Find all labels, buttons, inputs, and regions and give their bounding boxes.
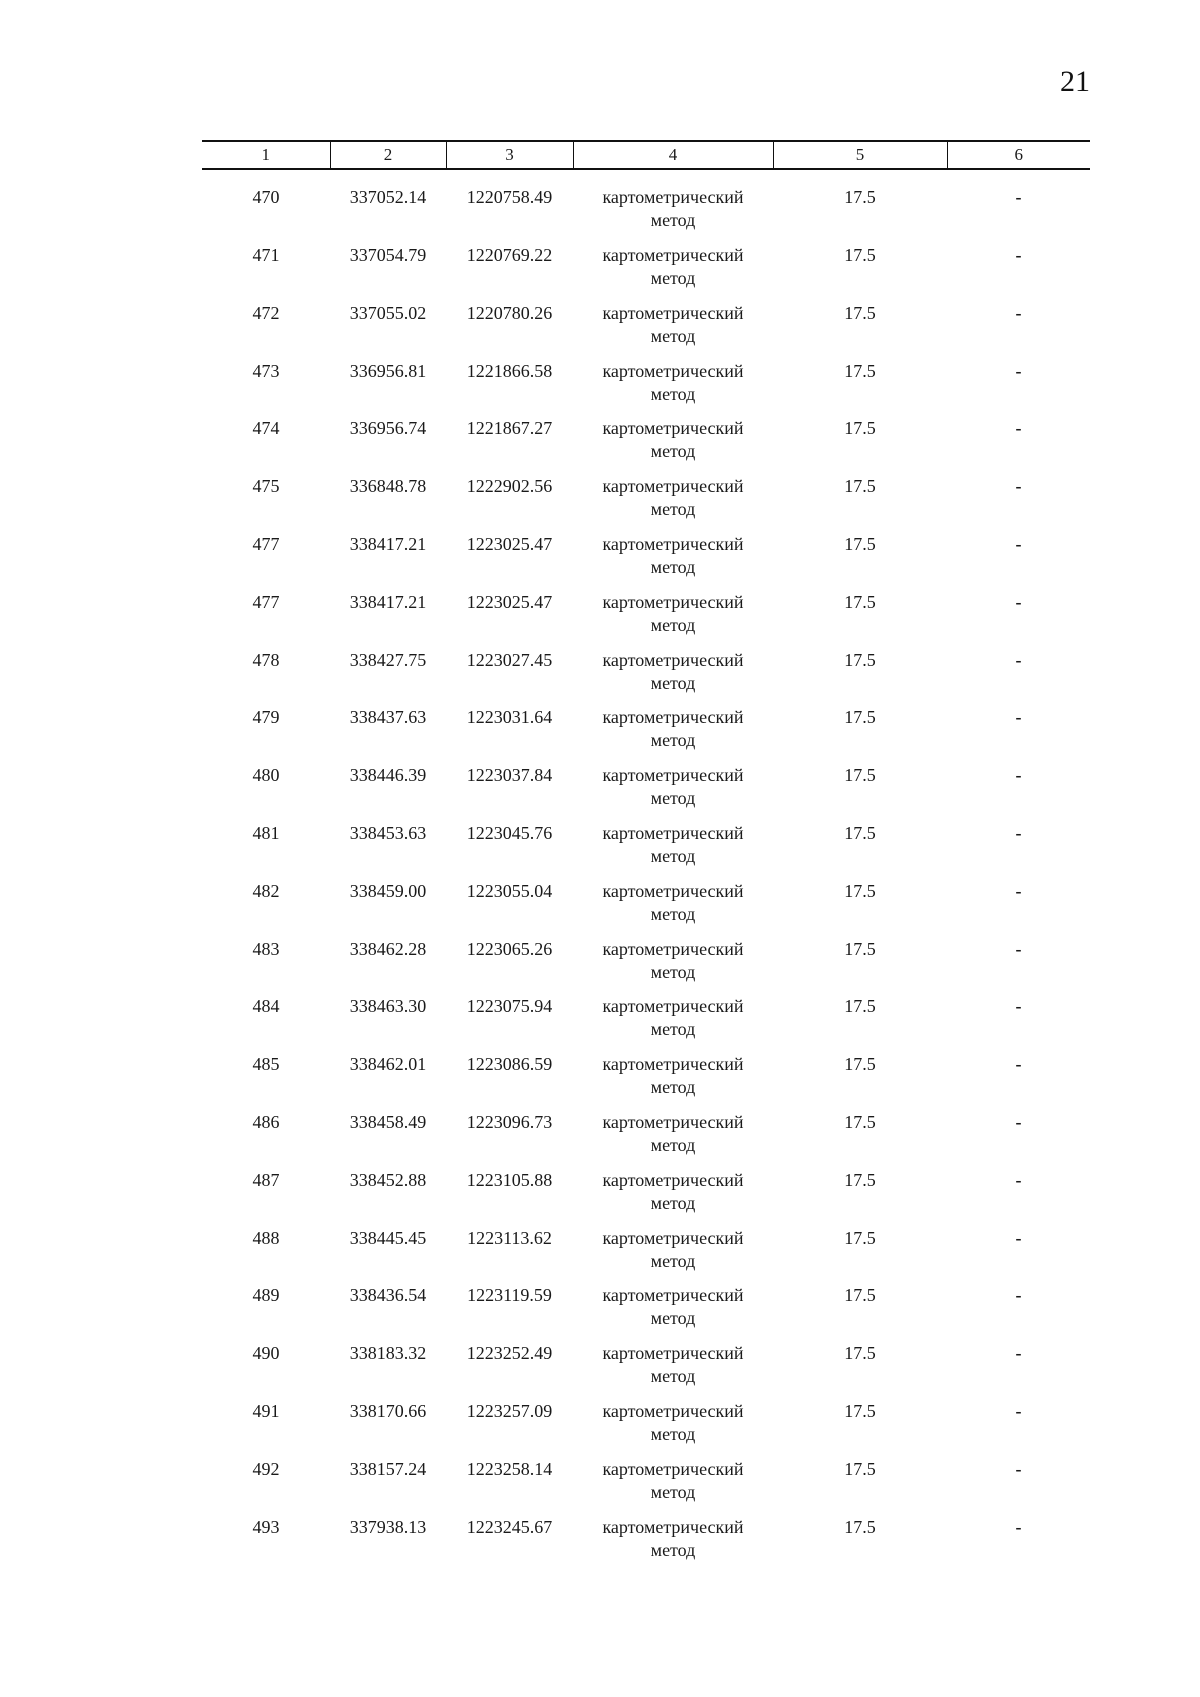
point-number-cell: 483 bbox=[252, 938, 280, 959]
note-cell: - bbox=[1015, 1169, 1022, 1190]
y-coordinate-cell: 1223252.49 bbox=[466, 1343, 553, 1364]
method-cell bbox=[573, 1053, 773, 1111]
column-header-6: 6 bbox=[947, 141, 1090, 169]
point-number-cell: 477 bbox=[252, 591, 280, 612]
x-coordinate-cell: 337055.02 bbox=[349, 302, 427, 323]
method-line-2: метод bbox=[650, 1481, 696, 1502]
x-coordinate-cell: 337052.14 bbox=[349, 187, 427, 207]
note-cell: - bbox=[1015, 1458, 1022, 1479]
method-line-1: картометрический bbox=[602, 1400, 744, 1421]
method-line-2: метод bbox=[650, 614, 696, 635]
table-row bbox=[202, 244, 1090, 302]
y-coordinate-cell: 1223245.67 bbox=[466, 1516, 553, 1537]
x-coordinate-cell: 338437.63 bbox=[349, 707, 427, 728]
x-coordinate-cell: 338183.32 bbox=[349, 1343, 427, 1364]
method-line-2: метод bbox=[650, 672, 696, 693]
method-line-2: метод bbox=[650, 441, 696, 462]
method-line-2: метод bbox=[650, 210, 696, 230]
point-number-cell: 492 bbox=[252, 1458, 280, 1479]
method-line-1: картометрический bbox=[602, 187, 744, 207]
y-coordinate-cell: 1223027.45 bbox=[466, 649, 553, 670]
y-coordinate-cell: 1223025.47 bbox=[466, 591, 553, 612]
note-cell: - bbox=[1015, 880, 1022, 901]
point-number-cell: 489 bbox=[252, 1285, 280, 1306]
y-coordinate-cell: 1223113.62 bbox=[467, 1227, 552, 1248]
accuracy-cell: 17.5 bbox=[844, 1227, 876, 1248]
note-cell: - bbox=[1015, 938, 1022, 959]
accuracy-cell: 17.5 bbox=[844, 1458, 876, 1479]
point-number-cell: 485 bbox=[252, 1054, 280, 1075]
point-number-cell: 488 bbox=[252, 1227, 280, 1248]
accuracy-cell: 17.5 bbox=[844, 476, 876, 497]
point-number-cell: 482 bbox=[252, 880, 280, 901]
table-row bbox=[202, 938, 1090, 996]
accuracy-cell: 17.5 bbox=[844, 1285, 876, 1306]
method-cell bbox=[573, 169, 773, 244]
method-cell bbox=[573, 1516, 773, 1574]
note-cell: - bbox=[1015, 533, 1022, 554]
method-cell bbox=[573, 1458, 773, 1516]
method-line-1: картометрический bbox=[602, 360, 744, 381]
method-line-1: картометрический bbox=[602, 996, 744, 1017]
header-row bbox=[202, 141, 1090, 169]
x-coordinate-cell: 338462.01 bbox=[349, 1054, 427, 1075]
accuracy-cell: 17.5 bbox=[844, 765, 876, 786]
y-coordinate-cell: 1223257.09 bbox=[466, 1400, 553, 1421]
method-line-2: метод bbox=[650, 1250, 696, 1271]
accuracy-cell: 17.5 bbox=[844, 880, 876, 901]
x-coordinate-cell: 338452.88 bbox=[349, 1169, 427, 1190]
method-line-1: картометрический bbox=[602, 302, 744, 323]
method-line-1: картометрический bbox=[602, 1169, 744, 1190]
table-row bbox=[202, 1284, 1090, 1342]
note-cell: - bbox=[1015, 1516, 1022, 1537]
method-line-2: метод bbox=[650, 1308, 696, 1329]
method-line-1: картометрический bbox=[602, 1516, 744, 1537]
method-line-2: метод bbox=[650, 499, 696, 520]
accuracy-cell: 17.5 bbox=[844, 1054, 876, 1075]
column-header-1: 1 bbox=[202, 141, 330, 169]
method-line-1: картометрический bbox=[602, 938, 744, 959]
table-row bbox=[202, 475, 1090, 533]
table-row bbox=[202, 533, 1090, 591]
accuracy-cell: 17.5 bbox=[844, 1400, 876, 1421]
y-coordinate-cell: 1220758.49 bbox=[466, 187, 553, 207]
x-coordinate-cell: 338459.00 bbox=[349, 880, 427, 901]
x-coordinate-cell: 337054.79 bbox=[349, 245, 427, 265]
table-row bbox=[202, 169, 1090, 244]
point-number-cell: 478 bbox=[252, 649, 280, 670]
method-line-1: картометрический bbox=[602, 880, 744, 901]
point-number-cell: 486 bbox=[252, 1111, 280, 1132]
method-cell bbox=[573, 706, 773, 764]
y-coordinate-cell: 1223075.94 bbox=[466, 996, 553, 1017]
x-coordinate-cell: 338170.66 bbox=[349, 1400, 427, 1421]
accuracy-cell: 17.5 bbox=[844, 187, 876, 207]
point-number-cell: 472 bbox=[252, 302, 280, 323]
table-row bbox=[202, 302, 1090, 360]
y-coordinate-cell: 1223025.47 bbox=[466, 533, 553, 554]
method-line-2: метод bbox=[650, 730, 696, 751]
note-cell: - bbox=[1015, 418, 1022, 439]
method-line-2: метод bbox=[650, 1192, 696, 1213]
table-row bbox=[202, 706, 1090, 764]
method-cell bbox=[573, 1342, 773, 1400]
x-coordinate-cell: 338157.24 bbox=[349, 1458, 427, 1479]
accuracy-cell: 17.5 bbox=[844, 245, 876, 265]
x-coordinate-cell: 338427.75 bbox=[349, 649, 427, 670]
method-line-1: картометрический bbox=[602, 1227, 744, 1248]
method-line-2: метод bbox=[650, 1539, 696, 1560]
method-line-2: метод bbox=[650, 1366, 696, 1387]
accuracy-cell: 17.5 bbox=[844, 822, 876, 843]
method-line-1: картометрический bbox=[602, 1111, 744, 1132]
note-cell: - bbox=[1015, 1285, 1022, 1306]
table-row bbox=[202, 822, 1090, 880]
note-cell: - bbox=[1015, 1227, 1022, 1248]
point-number-cell: 487 bbox=[252, 1169, 280, 1190]
note-cell: - bbox=[1015, 245, 1022, 265]
accuracy-cell: 17.5 bbox=[844, 938, 876, 959]
note-cell: - bbox=[1015, 476, 1022, 497]
accuracy-cell: 17.5 bbox=[844, 1111, 876, 1132]
method-line-2: метод bbox=[650, 1134, 696, 1155]
method-line-1: картометрический bbox=[602, 245, 744, 265]
x-coordinate-cell: 338417.21 bbox=[349, 533, 427, 554]
accuracy-cell: 17.5 bbox=[844, 1343, 876, 1364]
accuracy-cell: 17.5 bbox=[844, 302, 876, 323]
y-coordinate-cell: 1223258.14 bbox=[466, 1458, 553, 1479]
method-cell bbox=[573, 1111, 773, 1169]
method-line-1: картометрический bbox=[602, 1285, 744, 1306]
method-cell bbox=[573, 1169, 773, 1227]
method-line-1: картометрический bbox=[602, 1054, 744, 1075]
y-coordinate-cell: 1221866.58 bbox=[466, 360, 553, 381]
table-row bbox=[202, 1516, 1090, 1574]
x-coordinate-cell: 338417.21 bbox=[349, 591, 427, 612]
method-line-1: картометрический bbox=[602, 476, 744, 497]
table-row bbox=[202, 1458, 1090, 1516]
table-row bbox=[202, 880, 1090, 938]
method-line-2: метод bbox=[650, 1423, 696, 1444]
x-coordinate-cell: 336956.81 bbox=[349, 360, 427, 381]
method-line-1: картометрический bbox=[602, 707, 744, 728]
note-cell: - bbox=[1015, 1400, 1022, 1421]
method-cell bbox=[573, 649, 773, 707]
table-row bbox=[202, 1111, 1090, 1169]
table-header bbox=[202, 141, 1090, 169]
method-line-2: метод bbox=[650, 961, 696, 982]
table-row bbox=[202, 1227, 1090, 1285]
table-row bbox=[202, 1342, 1090, 1400]
table-row bbox=[202, 649, 1090, 707]
accuracy-cell: 17.5 bbox=[844, 996, 876, 1017]
method-line-2: метод bbox=[650, 1077, 696, 1098]
column-header-3: 3 bbox=[446, 141, 573, 169]
point-number-cell: 493 bbox=[252, 1516, 280, 1537]
method-line-2: метод bbox=[650, 325, 696, 346]
table-row bbox=[202, 417, 1090, 475]
method-line-2: метод bbox=[650, 268, 696, 288]
accuracy-cell: 17.5 bbox=[844, 591, 876, 612]
accuracy-cell: 17.5 bbox=[844, 1169, 876, 1190]
method-cell bbox=[573, 302, 773, 360]
y-coordinate-cell: 1223045.76 bbox=[466, 822, 553, 843]
method-line-1: картометрический bbox=[602, 1343, 744, 1364]
method-line-1: картометрический bbox=[602, 533, 744, 554]
method-cell bbox=[573, 591, 773, 649]
note-cell: - bbox=[1015, 1054, 1022, 1075]
method-line-2: метод bbox=[650, 788, 696, 809]
table-row bbox=[202, 1169, 1090, 1227]
y-coordinate-cell: 1220780.26 bbox=[466, 302, 553, 323]
table-body bbox=[202, 169, 1090, 1573]
point-number-cell: 484 bbox=[252, 996, 280, 1017]
method-cell bbox=[573, 880, 773, 938]
method-cell bbox=[573, 533, 773, 591]
y-coordinate-cell: 1223096.73 bbox=[466, 1111, 553, 1132]
point-number-cell: 471 bbox=[252, 245, 280, 265]
method-line-1: картометрический bbox=[602, 591, 744, 612]
table-row bbox=[202, 591, 1090, 649]
table-row bbox=[202, 995, 1090, 1053]
note-cell: - bbox=[1015, 302, 1022, 323]
table-row bbox=[202, 1053, 1090, 1111]
method-line-1: картометрический bbox=[602, 649, 744, 670]
note-cell: - bbox=[1015, 765, 1022, 786]
method-line-2: метод bbox=[650, 1019, 696, 1040]
accuracy-cell: 17.5 bbox=[844, 533, 876, 554]
y-coordinate-cell: 1220769.22 bbox=[466, 245, 553, 265]
note-cell: - bbox=[1015, 822, 1022, 843]
method-cell bbox=[573, 995, 773, 1053]
method-line-1: картометрический bbox=[602, 765, 744, 786]
x-coordinate-cell: 338453.63 bbox=[349, 822, 427, 843]
note-cell: - bbox=[1015, 360, 1022, 381]
x-coordinate-cell: 338446.39 bbox=[349, 765, 427, 786]
note-cell: - bbox=[1015, 187, 1022, 207]
accuracy-cell: 17.5 bbox=[844, 1516, 876, 1537]
method-line-1: картометрический bbox=[602, 1458, 744, 1479]
column-header-4: 4 bbox=[573, 141, 773, 169]
point-number-cell: 475 bbox=[252, 476, 280, 497]
point-number-cell: 480 bbox=[252, 765, 280, 786]
method-line-2: метод bbox=[650, 383, 696, 404]
x-coordinate-cell: 336956.74 bbox=[349, 418, 427, 439]
method-line-2: метод bbox=[650, 556, 696, 577]
x-coordinate-cell: 337938.13 bbox=[349, 1516, 427, 1537]
coordinates-table bbox=[202, 140, 1090, 1573]
method-line-1: картометрический bbox=[602, 418, 744, 439]
point-number-cell: 477 bbox=[252, 533, 280, 554]
point-number-cell: 490 bbox=[252, 1343, 280, 1364]
y-coordinate-cell: 1223065.26 bbox=[466, 938, 553, 959]
x-coordinate-cell: 338458.49 bbox=[349, 1111, 427, 1132]
x-coordinate-cell: 336848.78 bbox=[349, 476, 427, 497]
point-number-cell: 473 bbox=[252, 360, 280, 381]
table-row bbox=[202, 764, 1090, 822]
method-line-1: картометрический bbox=[602, 822, 744, 843]
x-coordinate-cell: 338462.28 bbox=[349, 938, 427, 959]
y-coordinate-cell: 1223105.88 bbox=[466, 1169, 553, 1190]
method-cell bbox=[573, 822, 773, 880]
x-coordinate-cell: 338463.30 bbox=[349, 996, 427, 1017]
accuracy-cell: 17.5 bbox=[844, 418, 876, 439]
x-coordinate-cell: 338445.45 bbox=[349, 1227, 427, 1248]
table-row bbox=[202, 360, 1090, 418]
y-coordinate-cell: 1221867.27 bbox=[466, 418, 553, 439]
page-number: 21 bbox=[1060, 65, 1090, 98]
method-cell bbox=[573, 1227, 773, 1285]
method-cell bbox=[573, 360, 773, 418]
note-cell: - bbox=[1015, 996, 1022, 1017]
point-number-cell: 474 bbox=[252, 418, 280, 439]
note-cell: - bbox=[1015, 649, 1022, 670]
column-header-5: 5 bbox=[773, 141, 947, 169]
accuracy-cell: 17.5 bbox=[844, 360, 876, 381]
y-coordinate-cell: 1222902.56 bbox=[466, 476, 553, 497]
note-cell: - bbox=[1015, 1111, 1022, 1132]
y-coordinate-cell: 1223086.59 bbox=[466, 1054, 553, 1075]
point-number-cell: 479 bbox=[252, 707, 280, 728]
y-coordinate-cell: 1223031.64 bbox=[466, 707, 553, 728]
method-cell bbox=[573, 475, 773, 533]
accuracy-cell: 17.5 bbox=[844, 649, 876, 670]
point-number-cell: 470 bbox=[252, 187, 280, 207]
point-number-cell: 491 bbox=[252, 1400, 280, 1421]
column-header-2: 2 bbox=[330, 141, 446, 169]
method-line-2: метод bbox=[650, 903, 696, 924]
accuracy-cell: 17.5 bbox=[844, 707, 876, 728]
y-coordinate-cell: 1223055.04 bbox=[466, 880, 553, 901]
x-coordinate-cell: 338436.54 bbox=[349, 1285, 427, 1306]
method-cell bbox=[573, 244, 773, 302]
method-cell bbox=[573, 1400, 773, 1458]
method-line-2: метод bbox=[650, 845, 696, 866]
y-coordinate-cell: 1223119.59 bbox=[467, 1285, 552, 1306]
note-cell: - bbox=[1015, 707, 1022, 728]
method-cell bbox=[573, 764, 773, 822]
method-cell bbox=[573, 1284, 773, 1342]
note-cell: - bbox=[1015, 591, 1022, 612]
method-cell bbox=[573, 417, 773, 475]
y-coordinate-cell: 1223037.84 bbox=[466, 765, 553, 786]
note-cell: - bbox=[1015, 1343, 1022, 1364]
point-number-cell: 481 bbox=[252, 822, 280, 843]
table-row bbox=[202, 1400, 1090, 1458]
method-cell bbox=[573, 938, 773, 996]
